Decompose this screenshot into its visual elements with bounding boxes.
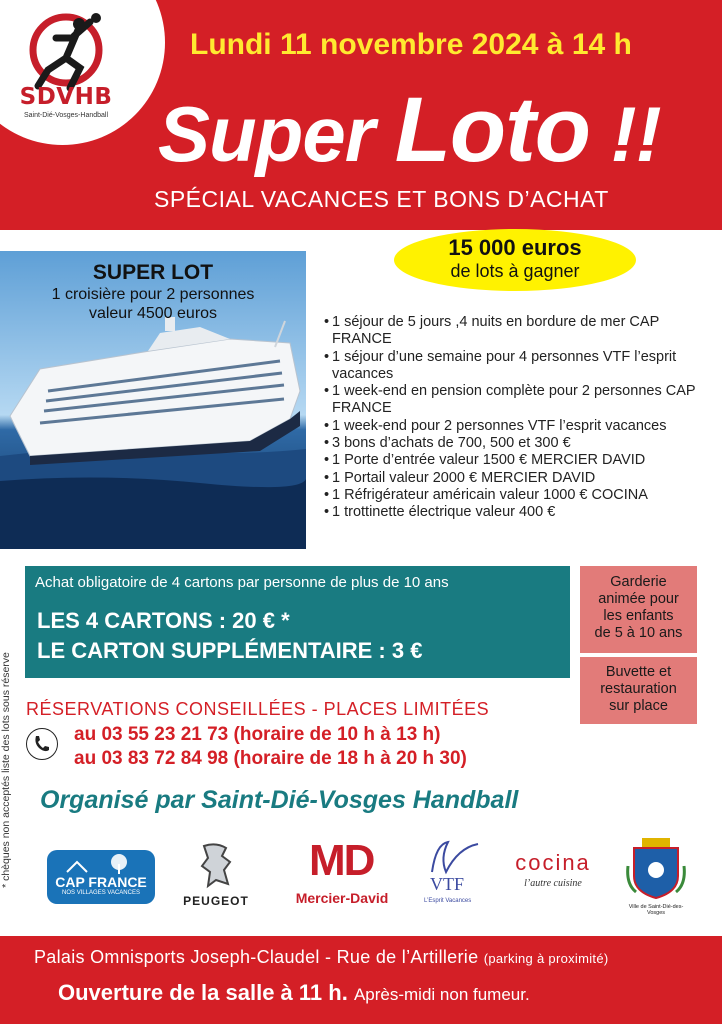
- list-item: • 1 Portail valeur 2000 € MERCIER DAVID: [324, 470, 714, 487]
- daycare-box: [580, 566, 697, 653]
- list-item: • 1 Réfrigérateur américain valeur 1000 € COCINA: [324, 487, 714, 504]
- club-logo-name: SDVHB: [19, 84, 113, 110]
- disclaimer-text: * chèques non acceptés liste des lots sous réserve: [0, 652, 12, 888]
- title-loto: Loto: [394, 79, 590, 181]
- refreshments-line: sur place: [609, 698, 668, 714]
- city-coat-of-arms: [624, 836, 688, 920]
- daycare-line: de 5 à 10 ans: [594, 625, 683, 641]
- list-item: • 1 Porte d’entrée valeur 1500 € MERCIER DAVID: [324, 452, 714, 469]
- tree-icon: [47, 850, 155, 876]
- header-banner: [0, 0, 722, 230]
- footer-banner: [0, 936, 722, 1024]
- pricing-box: [25, 566, 570, 678]
- capfrance-tagline: NOS VILLAGES VACANCES: [62, 890, 140, 896]
- opening-time: [58, 980, 530, 1006]
- capfrance-logo: [47, 850, 155, 904]
- super-lot-title: SUPER LOT: [92, 261, 214, 284]
- jackpot-amount: 15 000 euros: [448, 235, 582, 260]
- cruise-ship-image: [0, 251, 306, 549]
- refreshments-line: Buvette et: [605, 664, 672, 680]
- organizer-line: Organisé par Saint-Dié-Vosges Handball: [40, 786, 519, 814]
- cocina-name: cocina: [515, 850, 591, 875]
- cocina-tagline: l’autre cuisine: [524, 878, 582, 889]
- list-item: • 1 trottinette électrique valeur 400 €: [324, 504, 714, 521]
- sponsor-logos: [0, 836, 722, 920]
- peugeot-name: PEUGEOT: [183, 894, 249, 908]
- phone-icon: [26, 728, 58, 760]
- venue-address: [34, 947, 609, 968]
- vtf-logo: [418, 838, 486, 912]
- super-lot-description: 1 croisière pour 2 personnes: [51, 286, 255, 303]
- venue-name: Palais Omnisports Joseph-Claudel - Rue de l’Artillerie: [34, 947, 479, 967]
- list-item: • 1 week-end en pension complète pour 2 personnes CAP FRANCE: [324, 383, 714, 418]
- capfrance-name: CAP FRANCE: [55, 874, 147, 890]
- event-date: Lundi 11 novembre 2024 à 14 h: [190, 28, 632, 61]
- non-smoking-note: Après-midi non fumeur.: [353, 985, 530, 1004]
- vtf-name: VTF: [430, 874, 465, 894]
- extra-card-price: LE CARTON SUPPLÉMENTAIRE : 3 €: [37, 638, 423, 663]
- list-item: • 3 bons d’achats de 700, 500 et 300 €: [324, 435, 714, 452]
- lion-icon: [166, 840, 266, 892]
- jackpot-label: de lots à gagner: [450, 261, 580, 281]
- club-logo-subtitle: Saint-Dié-Vosges-Handball: [23, 112, 109, 119]
- title-super: Super: [158, 90, 375, 178]
- daycare-line: animée pour: [598, 591, 679, 607]
- refreshments-box: [580, 657, 697, 724]
- parking-note: (parking à proximité): [483, 951, 609, 966]
- reservations-title: RÉSERVATIONS CONSEILLÉES - PLACES LIMITÉES: [26, 699, 490, 719]
- phone-number-2[interactable]: au 03 83 72 84 98 (horaire de 18 h à 20 h 30): [74, 748, 467, 769]
- jackpot-badge: [394, 229, 636, 291]
- cocina-logo: [496, 850, 610, 900]
- opening-text: Ouverture de la salle à 11 h.: [58, 980, 348, 1005]
- super-lot-value: valeur 4500 euros: [88, 305, 218, 322]
- phone-number-1[interactable]: au 03 55 23 21 73 (horaire de 10 h à 13 h): [74, 724, 441, 745]
- mercier-monogram: MD: [309, 836, 374, 885]
- coat-of-arms-icon: [624, 836, 688, 902]
- refreshments-line: restauration: [600, 681, 677, 697]
- four-cards-price: LES 4 CARTONS : 20 € *: [37, 608, 290, 633]
- swoosh-icon: [418, 838, 486, 878]
- purchase-obligation: Achat obligatoire de 4 cartons par personne de plus de 10 ans: [35, 574, 449, 591]
- city-name: Ville de Saint-Dié-des-Vosges: [628, 904, 684, 916]
- list-item: • 1 week-end pour 2 personnes VTF l’esprit vacances: [324, 418, 714, 435]
- mercier-name: Mercier-David: [295, 890, 389, 906]
- mercier-david-logo: [277, 836, 407, 912]
- daycare-line: les enfants: [603, 608, 674, 624]
- event-title: [158, 78, 661, 183]
- event-subtitle: SPÉCIAL VACANCES ET BONS D’ACHAT: [154, 186, 609, 212]
- daycare-line: Garderie: [610, 574, 667, 590]
- peugeot-logo: [166, 840, 266, 910]
- title-exclamation: !!: [589, 90, 661, 178]
- vtf-tagline: L’Esprit Vacances: [424, 898, 472, 904]
- list-item: • 1 séjour de 5 jours ,4 nuits en bordure de mer CAP FRANCE: [324, 314, 714, 349]
- list-item: • 1 séjour d’une semaine pour 4 personnes VTF l’esprit vacances: [324, 349, 714, 384]
- super-lot-banner: [0, 261, 306, 323]
- prize-list: [324, 314, 714, 522]
